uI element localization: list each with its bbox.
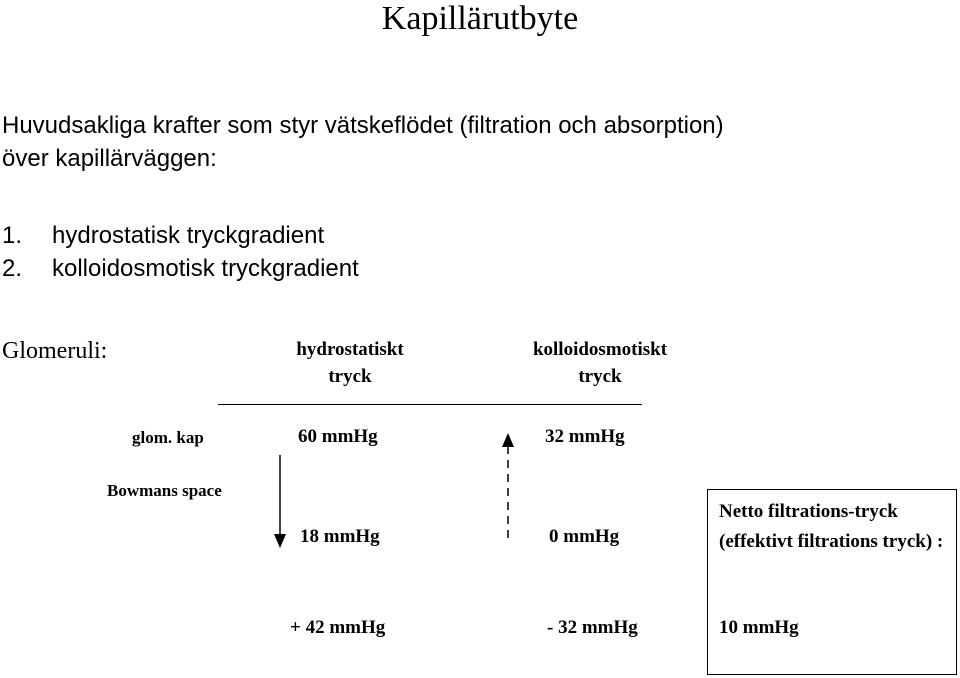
colloid-up-dashed-arrow [502,433,514,540]
force-number: 1. [2,222,23,249]
value-colloid-glom: 32 mmHg [545,426,625,447]
value-hydrostatic-glom: 60 mmHg [298,426,378,447]
value-hydrostatic-net: + 42 mmHg [290,617,386,638]
page-title: Kapillärutbyte [381,0,579,37]
header-line: tryck [578,366,622,387]
force-label: hydrostatisk tryckgradient [52,222,325,249]
hydrostatic-down-arrow [274,455,286,548]
intro-text-line2: över kapillärväggen: [2,145,217,172]
net-filtration-value: 10 mmHg [719,617,799,638]
net-filtration-label: Netto filtrations-tryck (effektivt filtrations tryck) : [719,501,944,552]
row-label-glom-kap: glom. kap [132,428,204,447]
intro-text-line1: Huvudsakliga krafter som styr vätskeflödet (filtration och absorption) [2,112,724,139]
glomeruli-heading: Glomeruli: [2,338,108,364]
force-number: 2. [2,255,23,282]
value-hydrostatic-bowmans: 18 mmHg [300,526,380,547]
row-label-bowmans: Bowmans space [107,481,222,500]
header-line: tryck [328,366,372,387]
header-line: kolloidosmotiskt [532,339,668,360]
header-line: hydrostatiskt [296,339,404,360]
value-colloid-bowmans: 0 mmHg [549,526,620,547]
force-label: kolloidosmotisk tryckgradient [52,255,359,282]
value-colloid-net: - 32 mmHg [547,617,638,638]
